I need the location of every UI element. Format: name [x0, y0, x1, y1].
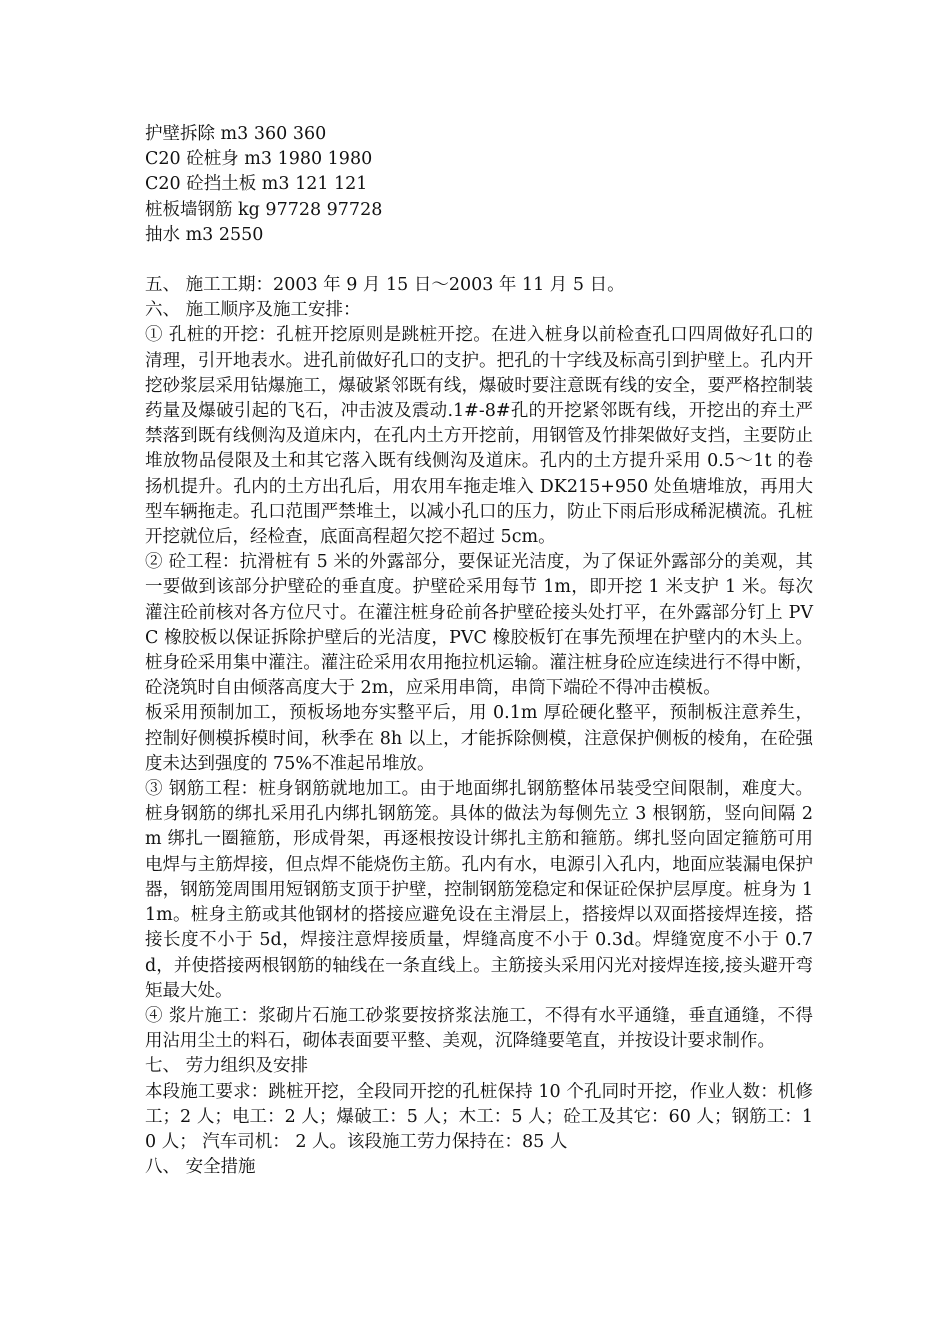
paragraph-concrete-works: ② 砼工程：抗滑桩有 5 米的外露部分，要保证光洁度，为了保证外露部分的美观，其一要做到该部分护壁砼的垂直度。护壁砼采用每节 1m，即开挖 1 米支护 1 米。每次灌注砼前核对各方位尺寸。在灌注桩身砼前各护壁砼接头处打平，在外露部分钉上 PVC 橡胶板以保证拆除护壁后的光洁度，PVC 橡胶板钉在事先预埋在护壁内的木头上。桩身砼采用集中灌注。灌注砼采用农用拖拉机运输。灌注桩身砼应连续进行不得中断，砼浇筑时自由倾落高度大于 2m，应采用串筒，串筒下端砼不得冲击模板。 — [145, 552, 813, 699]
quantity-line-5: 抽水 m3 2550 — [145, 224, 264, 245]
blank-line — [145, 248, 813, 273]
paragraph-rebar-works: ③ 钢筋工程：桩身钢筋就地加工。由于地面绑扎钢筋整体吊装受空间限制，难度大。桩身钢筋的绑扎采用孔内绑扎钢筋笼。具体的做法为每侧先立 3 根钢筋，竖向间隔 2m 绑扎一圈箍筋，形成骨架，再逐根按设计绑扎主筋和箍筋。绑扎竖向固定箍筋可用电焊与主筋焊接，但点焊不能烧伤主筋。孔内有水，电源引入孔内，地面应装漏电保护器，钢筋笼周围用短钢筋支顶于护壁，控制钢筋笼稳定和保证砼保护层厚度。桩身为 11m。桩身主筋或其他钢材的搭接应避免设在主滑层上，搭接焊以双面搭接焊连接，搭接长度不小于 5d，焊接注意焊接质量，焊缝高度不小于 0.3d。焊缝宽度不小于 0.7d，并使搭接两根钢筋的轴线在一条直线上。主筋接头采用闪光对接焊连接,接头避开弯矩最大处。 — [145, 779, 813, 1001]
section-5-construction-period: 五、 施工工期：2003 年 9 月 15 日～2003 年 11 月 5 日。 — [145, 275, 625, 296]
quantity-line-2: C20 砼桩身 m3 1980 1980 — [145, 149, 373, 170]
quantity-line-4: 桩板墙钢筋 kg 97728 97728 — [145, 199, 383, 220]
quantity-line-1: 护壁拆除 m3 360 360 — [145, 124, 327, 144]
paragraph-labor-requirements: 本段施工要求：跳桩开挖，全段同开挖的孔桩保持 10 个孔同时开挖，作业人数：机修工；2 人；电工：2 人；爆破工：5 人；木工：5 人；砼工及其它：60 人；钢筋工：10 人； 汽车司机： 2 人。该段施工劳力保持在：85 人 — [145, 1081, 813, 1152]
document-body — [145, 122, 813, 1180]
paragraph-masonry-works: ④ 浆片施工：浆砌片石施工砂浆要按挤浆法施工，不得有水平通缝，垂直通缝，不得用沾用尘土的料石，砌体表面要平整、美观，沉降缝要笔直，并按设计要求制作。 — [145, 1005, 813, 1052]
quantity-line-3: C20 砼挡土板 m3 121 121 — [145, 174, 368, 195]
section-8-heading: 八、 安全措施 — [145, 1157, 256, 1178]
paragraph-precast-slab: 板采用预制加工，预板场地夯实整平后，用 0.1m 厚砼硬化整平，预制板注意养生，控制好侧模拆模时间，秋季在 8h 以上，才能拆除侧模，注意保护侧板的棱角，在砼强度未达到强度的 75%不准起吊堆放。 — [145, 703, 813, 774]
section-6-heading: 六、 施工顺序及施工安排： — [145, 300, 361, 321]
paragraph-pile-excavation: ① 孔桩的开挖：孔桩开挖原则是跳桩开挖。在进入桩身以前检查孔口四周做好孔口的清理，引开地表水。进孔前做好孔口的支护。把孔的十字线及标高引到护壁上。孔内开挖砂浆层采用钻爆施工，爆破紧邻既有线，爆破时要注意既有线的安全，要严格控制装药量及爆破引起的飞石，冲击波及震动.1#-8#孔的开挖紧邻既有线，开挖出的弃土严禁落到既有线侧沟及道床内，在孔内土方开挖前，用钢管及竹排架做好支挡，主要防止堆放物品侵限及土和其它落入既有线侧沟及道床。孔内的土方提升采用 0.5～1t 的卷扬机提升。孔内的土方出孔后，用农用车拖走堆入 DK215+950 处鱼塘堆放，再用大型车辆拖走。孔口范围严禁堆土，以减小孔口的压力，防止下雨后形成稀泥横流。孔桩开挖就位后，经检查，底面高程超欠挖不超过 5cm。 — [145, 325, 813, 548]
section-7-heading: 七、 劳力组织及安排 — [145, 1056, 309, 1077]
